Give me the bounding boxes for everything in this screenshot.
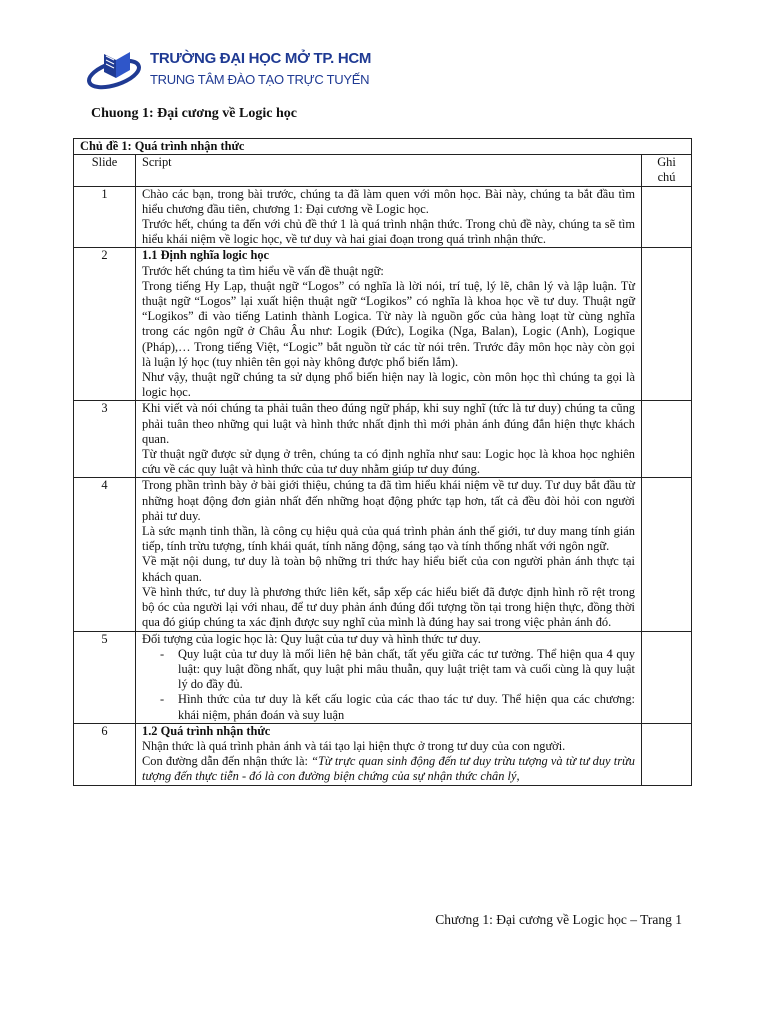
table-row <box>74 478 692 631</box>
script-paragraph: Từ thuật ngữ được sử dụng ở trên, chúng ta có định nghĩa như sau: Logic học là khoa học nghiên cứu về các quy luật và hình thức của tư duy nhằm giúp tư duy đúng. <box>142 447 635 477</box>
script-paragraph: Trước hết, chúng ta đến với chủ đề thứ 1 là quá trình nhận thức. Trong chủ đề này, chúng ta sẽ tìm hiểu khái niệm về logic học, về tư duy và hai giai đoạn trong quá trình nhận thức. <box>142 217 635 247</box>
section-subheading: 1.2 Quá trình nhận thức <box>142 723 271 738</box>
script-cell <box>136 723 642 785</box>
note-cell <box>642 478 692 631</box>
logo <box>86 36 372 100</box>
script-paragraph: Chào các bạn, trong bài trước, chúng ta đã làm quen với môn học. Bài này, chúng ta bắt đầu tìm hiểu chương đầu tiên, chương 1: Đại cương về Logic học. <box>142 186 635 216</box>
note-cell <box>642 248 692 401</box>
script-paragraph: Về hình thức, tư duy là phương thức liên kết, sắp xếp các hiểu biết đã được định hình rõ rệt trong bộ óc của người lại với nhau, để tư duy phản ánh đúng đối tượng tồn tại trong hiện thực, đồng thời qua đó giúp chúng ta xác định được suy nghĩ của mình là đúng hay sai trong việc phản ánh đó. <box>142 584 635 630</box>
bullet-item: - Hình thức của tư duy là kết cấu logic của các thao tác tư duy. Thể hiện qua các chương: khái niệm, phán đoán và suy luận <box>178 692 635 722</box>
script-paragraph <box>142 754 635 784</box>
script-paragraph: Trước hết chúng ta tìm hiểu về vấn đề thuật ngữ: <box>142 263 384 278</box>
note-cell <box>642 401 692 478</box>
table-row <box>74 186 692 248</box>
slide-number: 6 <box>74 723 136 785</box>
topic-title: Chủ đề 1: Quá trình nhận thức <box>74 139 692 155</box>
slide-number: 3 <box>74 401 136 478</box>
script-paragraph: Về mặt nội dung, tư duy là toàn bộ những tri thức hay hiểu biết của con người phản ánh thực tại khách quan. <box>142 554 635 584</box>
table-row <box>74 631 692 723</box>
script-paragraph: Khi viết và nói chúng ta phải tuân theo đúng ngữ pháp, khi suy nghĩ (tức là tư duy) chúng ta cũng phải tuân theo những qui luật và hình thức nhất định thì mới phản ánh đúng đắn hiện thực khách quan. <box>142 401 635 446</box>
script-paragraph: Đối tượng của logic học là: Quy luật của tư duy và hình thức tư duy. <box>142 631 481 646</box>
slide-number: 1 <box>74 186 136 248</box>
note-cell <box>642 186 692 248</box>
header-script: Script <box>136 155 642 186</box>
script-paragraph: Trong phần trình bày ở bài giới thiệu, chúng ta đã tìm hiểu khái niệm về tư duy. Tư duy bắt đầu từ những hoạt động đơn giản nhất đến những hoạt động phức tạp hơn, tất cả đều đòi hỏi con người phải tư duy. <box>142 478 635 523</box>
page-footer: Chương 1: Đại cương về Logic học – Trang 1 <box>435 912 682 927</box>
table-row <box>74 248 692 401</box>
bullet-list <box>142 647 635 723</box>
topic-row <box>74 139 692 155</box>
bullet-item: - Quy luật của tư duy là mối liên hệ bản chất, tất yếu giữa các tư tưởng. Thể hiện qua 4 quy luật: quy luật đồng nhất, quy luật phi mâu thuẫn, quy luật triệt tam và cuối cùng là quy luật lý do đầy đủ. <box>178 647 635 693</box>
logo-line1: TRƯỜNG ĐẠI HỌC MỞ TP. HCM <box>150 50 372 67</box>
script-cell <box>136 401 642 478</box>
script-paragraph: Như vậy, thuật ngữ chúng ta sử dụng phổ biến hiện nay là logic, còn môn học thì chúng ta gọi là logic học. <box>142 370 635 400</box>
open-book-globe-icon <box>86 44 148 92</box>
slide-number: 2 <box>74 248 136 401</box>
quote-text: “Từ trực quan sinh động đến tư duy trừu tượng và từ tư duy trừu tượng đến thực tiễn - đó là con đường biện chứng của sự nhận thức chân lý, <box>142 754 635 784</box>
page-heading: Chuong 1: Đại cương về Logic học <box>91 106 297 121</box>
script-cell <box>136 186 642 248</box>
table-row <box>74 401 692 478</box>
note-cell <box>642 631 692 723</box>
lead-text: Con đường dẫn đến nhận thức là: <box>142 754 312 769</box>
header-slide: Slide <box>74 155 136 186</box>
script-paragraph: Là sức mạnh tinh thần, là công cụ hiệu quả của quá trình phản ánh thế giới, tư duy mang tính gián tiếp, tính trừu tượng, tính khái quát, tính năng động, sáng tạo và tính thống nhất với ngôn ngữ. <box>142 524 635 554</box>
note-cell <box>642 723 692 785</box>
slide-number: 4 <box>74 478 136 631</box>
slide-number: 5 <box>74 631 136 723</box>
script-cell <box>136 478 642 631</box>
header-note: Ghi chú <box>642 155 692 186</box>
header-row <box>74 155 692 186</box>
script-table <box>73 138 692 786</box>
section-subheading: 1.1 Định nghĩa logic học <box>142 248 270 263</box>
script-paragraph: Nhận thức là quá trình phản ánh và tái tạo lại hiện thực ở trong tư duy của con người. <box>142 738 566 753</box>
script-paragraph: Trong tiếng Hy Lạp, thuật ngữ “Logos” có nghĩa là lời nói, trí tuệ, lý lẽ, chân lý và lập luận. Từ thuật ngữ “Logos” lại xuất hiện thuật ngữ “Logikos” có nghĩa là khoa học về tư duy. Thuật ngữ “Logikos” đi vào tiếng Latinh thành Logica. Từ này là nguồn gốc của hàng loạt từ cùng nghĩa trong các ngôn ngữ ở Châu Âu như: Logik (Đức), Logika (Nga, Balan), Logic (Anh), Logique (Pháp),… Trong tiếng Việt, “Logic” bắt nguồn từ các từ nói trên. Trước đây môn học này còn gọi là luận lý học (tuy nhiên tên gọi này không được phổ biến lắm). <box>142 278 635 369</box>
logo-line2: TRUNG TÂM ĐÀO TẠO TRỰC TUYẾN <box>150 72 370 87</box>
script-cell <box>136 248 642 401</box>
table-row <box>74 723 692 785</box>
script-cell <box>136 631 642 723</box>
